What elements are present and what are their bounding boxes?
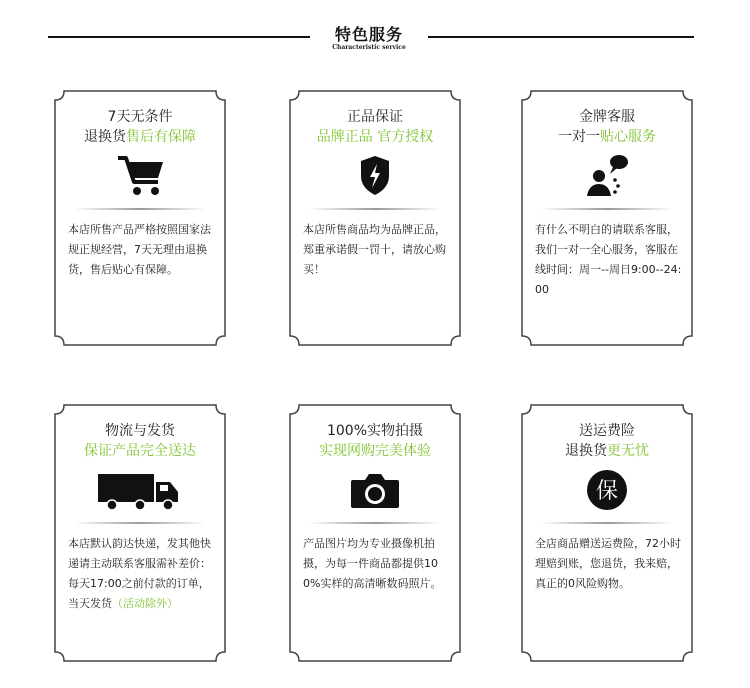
card-title: 送运费险 bbox=[579, 423, 635, 439]
card-separator bbox=[541, 520, 673, 526]
feature-card-returns bbox=[54, 90, 226, 346]
card-subtitle: 品牌正品 官方授权 bbox=[316, 129, 434, 145]
insurance-icon-label: 保 bbox=[595, 479, 619, 504]
shield-icon bbox=[345, 152, 405, 198]
card-title: 100%实物拍摄 bbox=[326, 423, 424, 439]
card-subtitle: 退换货售后有保障 bbox=[84, 129, 196, 145]
header-divider-left bbox=[48, 36, 310, 38]
section-subtitle: Characteristic service bbox=[332, 44, 406, 51]
header-divider-right bbox=[428, 36, 694, 38]
card-subtitle: 实现网购完美体验 bbox=[319, 443, 431, 459]
feature-card-shipping-insurance bbox=[521, 404, 693, 662]
card-subtitle: 退换货更无忧 bbox=[565, 443, 649, 459]
feature-card-real-photos bbox=[289, 404, 461, 662]
section-title: 特色服务 bbox=[334, 25, 403, 44]
insurance-icon bbox=[577, 466, 637, 512]
card-subtitle: 保证产品完全送达 bbox=[84, 443, 196, 459]
feature-card-authentic bbox=[289, 90, 461, 346]
card-separator bbox=[74, 206, 206, 212]
card-separator bbox=[74, 520, 206, 526]
card-separator bbox=[541, 206, 673, 212]
card-subtitle: 一对一贴心服务 bbox=[558, 129, 656, 145]
card-title: 金牌客服 bbox=[579, 109, 635, 125]
card-title: 正品保证 bbox=[347, 109, 403, 125]
camera-icon bbox=[345, 466, 405, 512]
card-title: 7天无条件 bbox=[107, 109, 173, 125]
card-separator bbox=[309, 520, 441, 526]
delivery-truck-icon bbox=[94, 466, 186, 512]
card-description: 有什么不明白的请联系客服，我们一对一全心服务，客服在线时间：周一--周日9:00--24:00 bbox=[535, 223, 682, 296]
card-title: 物流与发货 bbox=[105, 423, 175, 439]
feature-card-shipping bbox=[54, 404, 226, 662]
card-description: 产品图片均为专业摄像机拍摄，为每一件商品都提供100%实样的高清晰数码照片。 bbox=[303, 537, 442, 590]
card-description: 全店商品赠送运费险，72小时理赔到账，您退货，我来赔，真正的0风险购物。 bbox=[535, 537, 681, 590]
shopping-cart-icon bbox=[110, 152, 170, 198]
card-description: 本店所售产品严格按照国家法规正规经营，7天无理由退换货，售后贴心有保障。 bbox=[68, 223, 211, 276]
card-description: 本店所售商品均为品牌正品，郑重承诺假一罚十，请放心购买！ bbox=[303, 223, 446, 276]
customer-service-icon bbox=[577, 152, 637, 198]
feature-card-customer-service bbox=[521, 90, 693, 346]
card-separator bbox=[309, 206, 441, 212]
card-description: 本店默认韵达快递，发其他快递请主动联系客服需补差价：每天17:00之前付款的订单，当天发货（活动除外） bbox=[68, 537, 211, 610]
section-header bbox=[0, 0, 750, 60]
